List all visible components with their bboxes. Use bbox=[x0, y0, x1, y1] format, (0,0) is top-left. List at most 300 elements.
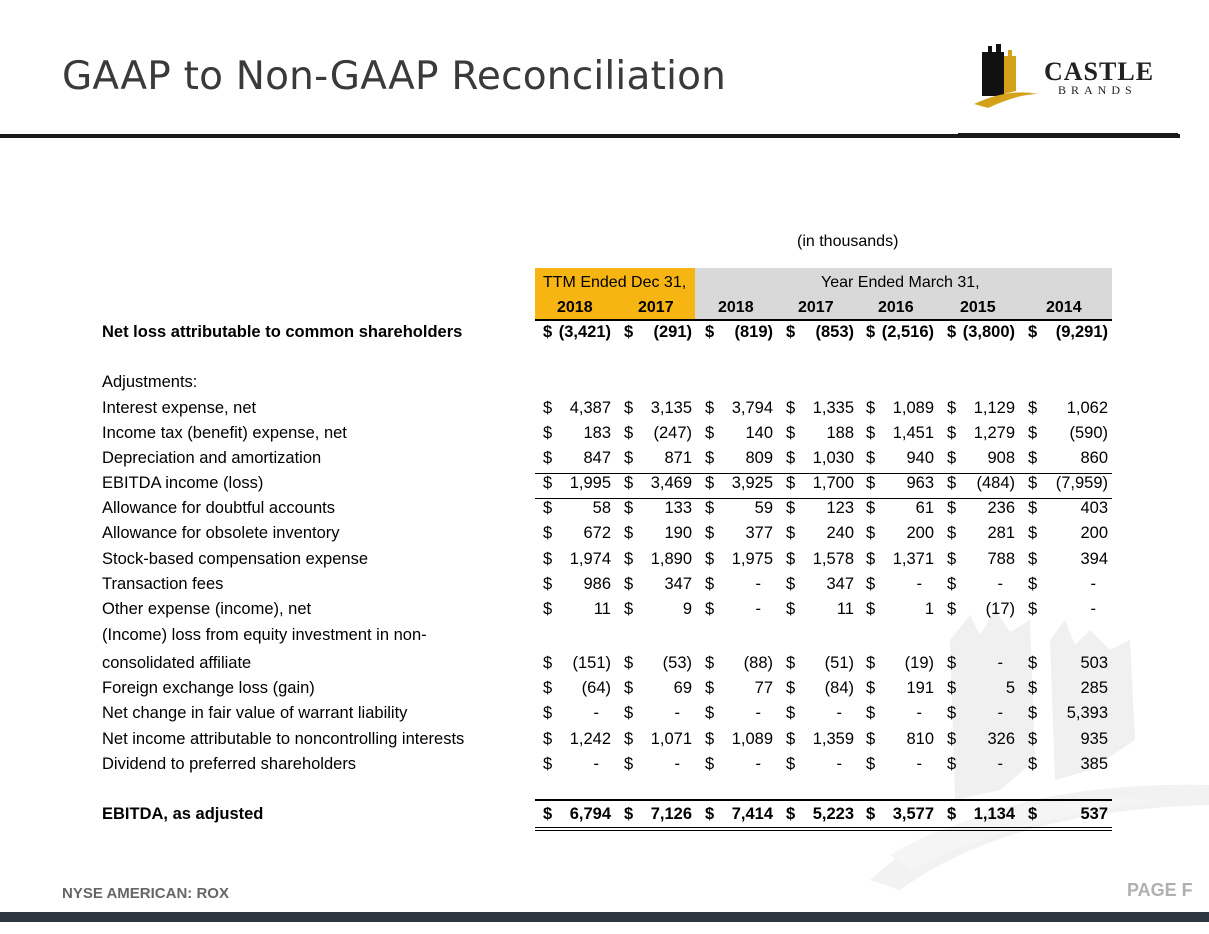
table-cell bbox=[947, 679, 1017, 701]
cell-value: 347 bbox=[826, 575, 854, 593]
table-cell bbox=[786, 575, 856, 597]
currency-symbol: $ bbox=[1028, 399, 1038, 417]
cell-value: (853) bbox=[815, 323, 854, 341]
spacer-row bbox=[0, 348, 1209, 370]
cell-value: (151) bbox=[572, 654, 611, 672]
row-label: Income tax (benefit) expense, net bbox=[102, 424, 347, 442]
table-cell bbox=[1028, 755, 1110, 777]
row-label: (Income) loss from equity investment in non- bbox=[102, 626, 427, 644]
cell-value: (7,959) bbox=[1055, 474, 1108, 492]
table-cell bbox=[786, 474, 856, 496]
cell-value: - bbox=[1090, 600, 1096, 618]
table-cell bbox=[1028, 575, 1110, 597]
table-cell bbox=[866, 474, 936, 496]
currency-symbol: $ bbox=[786, 474, 796, 492]
cell-value: 4,387 bbox=[569, 399, 611, 417]
row-label: Foreign exchange loss (gain) bbox=[102, 679, 315, 697]
table-cell bbox=[624, 323, 694, 345]
currency-symbol: $ bbox=[947, 600, 957, 618]
table-cell bbox=[786, 704, 856, 726]
table-cell bbox=[1028, 805, 1110, 827]
cell-value: 940 bbox=[906, 449, 934, 467]
currency-symbol: $ bbox=[786, 805, 796, 823]
currency-symbol: $ bbox=[786, 730, 796, 748]
currency-symbol: $ bbox=[624, 704, 634, 722]
cell-value: 1,700 bbox=[812, 474, 854, 492]
currency-symbol: $ bbox=[543, 704, 553, 722]
table-cell bbox=[786, 550, 856, 572]
currency-symbol: $ bbox=[866, 805, 876, 823]
table-cell bbox=[947, 704, 1017, 726]
cell-value: 5 bbox=[1005, 679, 1015, 697]
table-cell bbox=[705, 654, 775, 676]
row-label: Dividend to preferred shareholders bbox=[102, 755, 357, 773]
currency-symbol: $ bbox=[624, 499, 634, 517]
cell-value: 3,794 bbox=[731, 399, 773, 417]
cell-value: - bbox=[836, 755, 842, 773]
currency-symbol: $ bbox=[705, 399, 715, 417]
cell-value: (291) bbox=[653, 323, 692, 341]
page-title: GAAP to Non-GAAP Reconciliation bbox=[62, 54, 727, 99]
table-cell bbox=[866, 524, 936, 546]
table-cell bbox=[705, 323, 775, 345]
table-cell bbox=[705, 474, 775, 496]
table-cell bbox=[866, 499, 936, 521]
currency-symbol: $ bbox=[543, 600, 553, 618]
cell-value: 3,577 bbox=[892, 805, 934, 823]
table-cell bbox=[624, 575, 694, 597]
currency-symbol: $ bbox=[866, 704, 876, 722]
currency-symbol: $ bbox=[1028, 600, 1038, 618]
cell-value: 285 bbox=[1080, 679, 1108, 697]
cell-value: 190 bbox=[664, 524, 692, 542]
currency-symbol: $ bbox=[705, 679, 715, 697]
cell-value: 59 bbox=[754, 499, 773, 517]
table-cell bbox=[705, 755, 775, 777]
currency-symbol: $ bbox=[947, 524, 957, 542]
table-cell bbox=[705, 524, 775, 546]
currency-symbol: $ bbox=[1028, 575, 1038, 593]
table-cell bbox=[947, 424, 1017, 446]
cell-value: (484) bbox=[976, 474, 1015, 492]
cell-value: - bbox=[755, 575, 761, 593]
table-rule bbox=[535, 827, 1112, 828]
cell-value: 11 bbox=[836, 600, 854, 618]
table-cell bbox=[786, 499, 856, 521]
currency-symbol: $ bbox=[866, 679, 876, 697]
table-cell bbox=[705, 399, 775, 421]
table-cell bbox=[786, 730, 856, 752]
table-row bbox=[0, 474, 1209, 496]
table-cell bbox=[543, 805, 613, 827]
currency-symbol: $ bbox=[786, 399, 796, 417]
cell-value: 140 bbox=[745, 424, 773, 442]
currency-symbol: $ bbox=[947, 654, 957, 672]
year-header: 2014 bbox=[1046, 299, 1082, 316]
table-cell bbox=[624, 730, 694, 752]
table-cell bbox=[866, 730, 936, 752]
currency-symbol: $ bbox=[947, 755, 957, 773]
currency-symbol: $ bbox=[705, 575, 715, 593]
cell-value: 908 bbox=[987, 449, 1015, 467]
currency-symbol: $ bbox=[624, 679, 634, 697]
currency-symbol: $ bbox=[866, 550, 876, 568]
table-cell bbox=[543, 575, 613, 597]
table-row bbox=[0, 399, 1209, 421]
table-cell bbox=[947, 474, 1017, 496]
currency-symbol: $ bbox=[786, 449, 796, 467]
cell-value: 377 bbox=[745, 524, 773, 542]
currency-symbol: $ bbox=[947, 323, 957, 341]
cell-value: 809 bbox=[745, 449, 773, 467]
row-label: EBITDA income (loss) bbox=[102, 474, 264, 492]
table-cell bbox=[947, 499, 1017, 521]
table-cell bbox=[786, 524, 856, 546]
cell-value: - bbox=[916, 575, 922, 593]
table-cell bbox=[947, 654, 1017, 676]
currency-symbol: $ bbox=[1028, 449, 1038, 467]
currency-symbol: $ bbox=[786, 424, 796, 442]
cell-value: 810 bbox=[906, 730, 934, 748]
table-cell bbox=[705, 449, 775, 471]
table-cell bbox=[543, 323, 613, 345]
cell-value: 3,925 bbox=[731, 474, 773, 492]
cell-value: 326 bbox=[987, 730, 1015, 748]
table-cell bbox=[947, 805, 1017, 827]
table-cell bbox=[624, 679, 694, 701]
header-underline bbox=[535, 319, 1112, 321]
table-row bbox=[0, 449, 1209, 471]
row-label: Transaction fees bbox=[102, 575, 224, 593]
currency-symbol: $ bbox=[624, 805, 634, 823]
cell-value: 394 bbox=[1080, 550, 1108, 568]
year-header: 2018 bbox=[718, 299, 754, 316]
currency-symbol: $ bbox=[1028, 323, 1038, 341]
currency-symbol: $ bbox=[1028, 730, 1038, 748]
table-cell bbox=[543, 679, 613, 701]
year-header: 2015 bbox=[960, 299, 996, 316]
table-row bbox=[0, 575, 1209, 597]
table-row bbox=[0, 323, 1209, 345]
cell-value: - bbox=[997, 755, 1003, 773]
currency-symbol: $ bbox=[705, 524, 715, 542]
table-cell bbox=[866, 755, 936, 777]
currency-symbol: $ bbox=[947, 679, 957, 697]
table-cell bbox=[1028, 323, 1110, 345]
year-header: 2017 bbox=[798, 299, 834, 316]
cell-value: - bbox=[593, 704, 599, 722]
table-cell bbox=[866, 449, 936, 471]
cell-value: (247) bbox=[653, 424, 692, 442]
cell-value: 200 bbox=[1080, 524, 1108, 542]
currency-symbol: $ bbox=[705, 323, 715, 341]
table-cell bbox=[624, 550, 694, 572]
currency-symbol: $ bbox=[624, 550, 634, 568]
currency-symbol: $ bbox=[624, 424, 634, 442]
table-cell bbox=[705, 805, 775, 827]
table-row bbox=[0, 424, 1209, 446]
cell-value: (17) bbox=[985, 600, 1015, 618]
currency-symbol: $ bbox=[866, 474, 876, 492]
cell-value: (88) bbox=[743, 654, 773, 672]
cell-value: - bbox=[755, 600, 761, 618]
row-label: Interest expense, net bbox=[102, 399, 257, 417]
table-cell bbox=[866, 550, 936, 572]
currency-symbol: $ bbox=[705, 654, 715, 672]
table-cell bbox=[705, 424, 775, 446]
currency-symbol: $ bbox=[786, 704, 796, 722]
table-cell bbox=[786, 600, 856, 622]
cell-value: 9 bbox=[682, 600, 692, 618]
table-cell bbox=[866, 805, 936, 827]
year-header: 2017 bbox=[638, 299, 674, 316]
cell-value: 1,451 bbox=[892, 424, 934, 442]
row-label: consolidated affiliate bbox=[102, 654, 252, 672]
row-label: Net loss attributable to common shareholders bbox=[102, 323, 463, 341]
currency-symbol: $ bbox=[866, 524, 876, 542]
table-row bbox=[0, 679, 1209, 701]
currency-symbol: $ bbox=[624, 449, 634, 467]
cell-value: 1,062 bbox=[1066, 399, 1108, 417]
cell-value: 1,371 bbox=[892, 550, 934, 568]
currency-symbol: $ bbox=[947, 499, 957, 517]
cell-value: - bbox=[674, 755, 680, 773]
table-cell bbox=[947, 730, 1017, 752]
table-cell bbox=[947, 550, 1017, 572]
cell-value: 240 bbox=[826, 524, 854, 542]
table-cell bbox=[947, 524, 1017, 546]
year-header-label: Year Ended March 31, bbox=[821, 274, 980, 291]
year-header: 2016 bbox=[878, 299, 914, 316]
cell-value: 860 bbox=[1080, 449, 1108, 467]
cell-value: - bbox=[997, 704, 1003, 722]
table-cell bbox=[947, 575, 1017, 597]
cell-value: (19) bbox=[904, 654, 934, 672]
table-cell bbox=[786, 679, 856, 701]
cell-value: (53) bbox=[662, 654, 692, 672]
currency-symbol: $ bbox=[947, 704, 957, 722]
currency-symbol: $ bbox=[866, 323, 876, 341]
cell-value: 7,126 bbox=[650, 805, 692, 823]
table-cell bbox=[786, 449, 856, 471]
currency-symbol: $ bbox=[1028, 805, 1038, 823]
currency-symbol: $ bbox=[947, 805, 957, 823]
cell-value: 347 bbox=[664, 575, 692, 593]
cell-value: 7,414 bbox=[731, 805, 773, 823]
currency-symbol: $ bbox=[947, 474, 957, 492]
table-row bbox=[0, 626, 1209, 648]
table-cell bbox=[543, 704, 613, 726]
currency-symbol: $ bbox=[1028, 424, 1038, 442]
cell-value: 1,030 bbox=[812, 449, 854, 467]
cell-value: 58 bbox=[592, 499, 611, 517]
table-cell bbox=[786, 424, 856, 446]
cell-value: - bbox=[997, 654, 1003, 672]
currency-symbol: $ bbox=[543, 755, 553, 773]
cell-value: 133 bbox=[664, 499, 692, 517]
currency-symbol: $ bbox=[786, 654, 796, 672]
cell-value: 935 bbox=[1080, 730, 1108, 748]
cell-value: 403 bbox=[1080, 499, 1108, 517]
table-cell bbox=[543, 474, 613, 496]
currency-symbol: $ bbox=[786, 575, 796, 593]
castle-icon bbox=[974, 44, 1038, 108]
cell-value: - bbox=[916, 755, 922, 773]
cell-value: 1,974 bbox=[569, 550, 611, 568]
table-cell bbox=[1028, 550, 1110, 572]
currency-symbol: $ bbox=[624, 474, 634, 492]
currency-symbol: $ bbox=[543, 679, 553, 697]
cell-value: 236 bbox=[987, 499, 1015, 517]
table-cell bbox=[705, 679, 775, 701]
table-row bbox=[0, 755, 1209, 777]
table-cell bbox=[705, 550, 775, 572]
cell-value: 5,223 bbox=[812, 805, 854, 823]
table-row bbox=[0, 600, 1209, 622]
cell-value: 77 bbox=[754, 679, 773, 697]
table-cell bbox=[543, 654, 613, 676]
currency-symbol: $ bbox=[1028, 499, 1038, 517]
cell-value: 503 bbox=[1080, 654, 1108, 672]
row-label: Stock-based compensation expense bbox=[102, 550, 368, 568]
cell-value: - bbox=[593, 755, 599, 773]
table-cell bbox=[1028, 399, 1110, 421]
cell-value: 1,890 bbox=[650, 550, 692, 568]
currency-symbol: $ bbox=[705, 550, 715, 568]
currency-symbol: $ bbox=[1028, 704, 1038, 722]
cell-value: (9,291) bbox=[1055, 323, 1108, 341]
currency-symbol: $ bbox=[624, 323, 634, 341]
cell-value: 1,089 bbox=[731, 730, 773, 748]
currency-symbol: $ bbox=[543, 424, 553, 442]
table-cell bbox=[543, 449, 613, 471]
table-cell bbox=[543, 524, 613, 546]
currency-symbol: $ bbox=[543, 323, 553, 341]
currency-symbol: $ bbox=[947, 449, 957, 467]
cell-value: 69 bbox=[673, 679, 692, 697]
currency-symbol: $ bbox=[947, 575, 957, 593]
table-cell bbox=[624, 600, 694, 622]
table-cell bbox=[624, 499, 694, 521]
currency-symbol: $ bbox=[1028, 550, 1038, 568]
currency-symbol: $ bbox=[786, 755, 796, 773]
cell-value: 191 bbox=[906, 679, 934, 697]
cell-value: 3,469 bbox=[650, 474, 692, 492]
table-cell bbox=[947, 755, 1017, 777]
table-cell bbox=[866, 323, 936, 345]
currency-symbol: $ bbox=[705, 600, 715, 618]
table-row bbox=[0, 730, 1209, 752]
cell-value: 1,071 bbox=[650, 730, 692, 748]
cell-value: - bbox=[674, 704, 680, 722]
table-rule bbox=[535, 830, 1112, 831]
table-cell bbox=[786, 399, 856, 421]
table-row bbox=[0, 805, 1209, 827]
currency-symbol: $ bbox=[1028, 755, 1038, 773]
table-cell bbox=[624, 449, 694, 471]
currency-symbol: $ bbox=[543, 730, 553, 748]
cell-value: 1,578 bbox=[812, 550, 854, 568]
cell-value: 1,089 bbox=[892, 399, 934, 417]
table-cell bbox=[866, 575, 936, 597]
currency-symbol: $ bbox=[543, 575, 553, 593]
currency-symbol: $ bbox=[705, 499, 715, 517]
currency-symbol: $ bbox=[866, 449, 876, 467]
table-row bbox=[0, 524, 1209, 546]
currency-symbol: $ bbox=[705, 449, 715, 467]
logo-text-brands: BRANDS bbox=[1058, 83, 1137, 97]
currency-symbol: $ bbox=[1028, 654, 1038, 672]
cell-value: 1,335 bbox=[812, 399, 854, 417]
table-cell bbox=[705, 730, 775, 752]
currency-symbol: $ bbox=[866, 499, 876, 517]
cell-value: 1,975 bbox=[731, 550, 773, 568]
table-cell bbox=[866, 600, 936, 622]
currency-symbol: $ bbox=[624, 730, 634, 748]
table-cell bbox=[624, 654, 694, 676]
cell-value: 183 bbox=[583, 424, 611, 442]
table-cell bbox=[705, 600, 775, 622]
currency-symbol: $ bbox=[543, 499, 553, 517]
currency-symbol: $ bbox=[543, 474, 553, 492]
currency-symbol: $ bbox=[705, 704, 715, 722]
row-label: Net change in fair value of warrant liability bbox=[102, 704, 408, 722]
table-cell bbox=[866, 424, 936, 446]
cell-value: 1,134 bbox=[973, 805, 1015, 823]
table-cell bbox=[624, 399, 694, 421]
currency-symbol: $ bbox=[866, 755, 876, 773]
cell-value: (3,421) bbox=[558, 323, 611, 341]
table-cell bbox=[1028, 600, 1110, 622]
currency-symbol: $ bbox=[624, 575, 634, 593]
cell-value: 1,279 bbox=[973, 424, 1015, 442]
table-row bbox=[0, 499, 1209, 521]
table-cell bbox=[543, 399, 613, 421]
cell-value: 123 bbox=[826, 499, 854, 517]
currency-symbol: $ bbox=[705, 730, 715, 748]
row-label: Adjustments: bbox=[102, 373, 198, 391]
currency-symbol: $ bbox=[786, 550, 796, 568]
currency-symbol: $ bbox=[947, 399, 957, 417]
currency-symbol: $ bbox=[947, 730, 957, 748]
table-cell bbox=[705, 575, 775, 597]
table-cell bbox=[1028, 704, 1110, 726]
row-label: Other expense (income), net bbox=[102, 600, 312, 618]
table-cell bbox=[866, 654, 936, 676]
currency-symbol: $ bbox=[866, 399, 876, 417]
currency-symbol: $ bbox=[947, 550, 957, 568]
table-cell bbox=[1028, 524, 1110, 546]
currency-symbol: $ bbox=[624, 600, 634, 618]
cell-value: 61 bbox=[915, 499, 934, 517]
currency-symbol: $ bbox=[786, 600, 796, 618]
table-cell bbox=[866, 704, 936, 726]
table-cell bbox=[1028, 424, 1110, 446]
table-cell bbox=[624, 805, 694, 827]
currency-symbol: $ bbox=[866, 575, 876, 593]
currency-symbol: $ bbox=[624, 399, 634, 417]
cell-value: (64) bbox=[581, 679, 611, 697]
table-cell bbox=[1028, 449, 1110, 471]
table-cell bbox=[786, 323, 856, 345]
cell-value: 188 bbox=[826, 424, 854, 442]
row-label: EBITDA, as adjusted bbox=[102, 805, 264, 823]
currency-symbol: $ bbox=[543, 449, 553, 467]
currency-symbol: $ bbox=[1028, 524, 1038, 542]
cell-value: (3,800) bbox=[962, 323, 1015, 341]
table-row bbox=[0, 550, 1209, 572]
currency-symbol: $ bbox=[786, 679, 796, 697]
